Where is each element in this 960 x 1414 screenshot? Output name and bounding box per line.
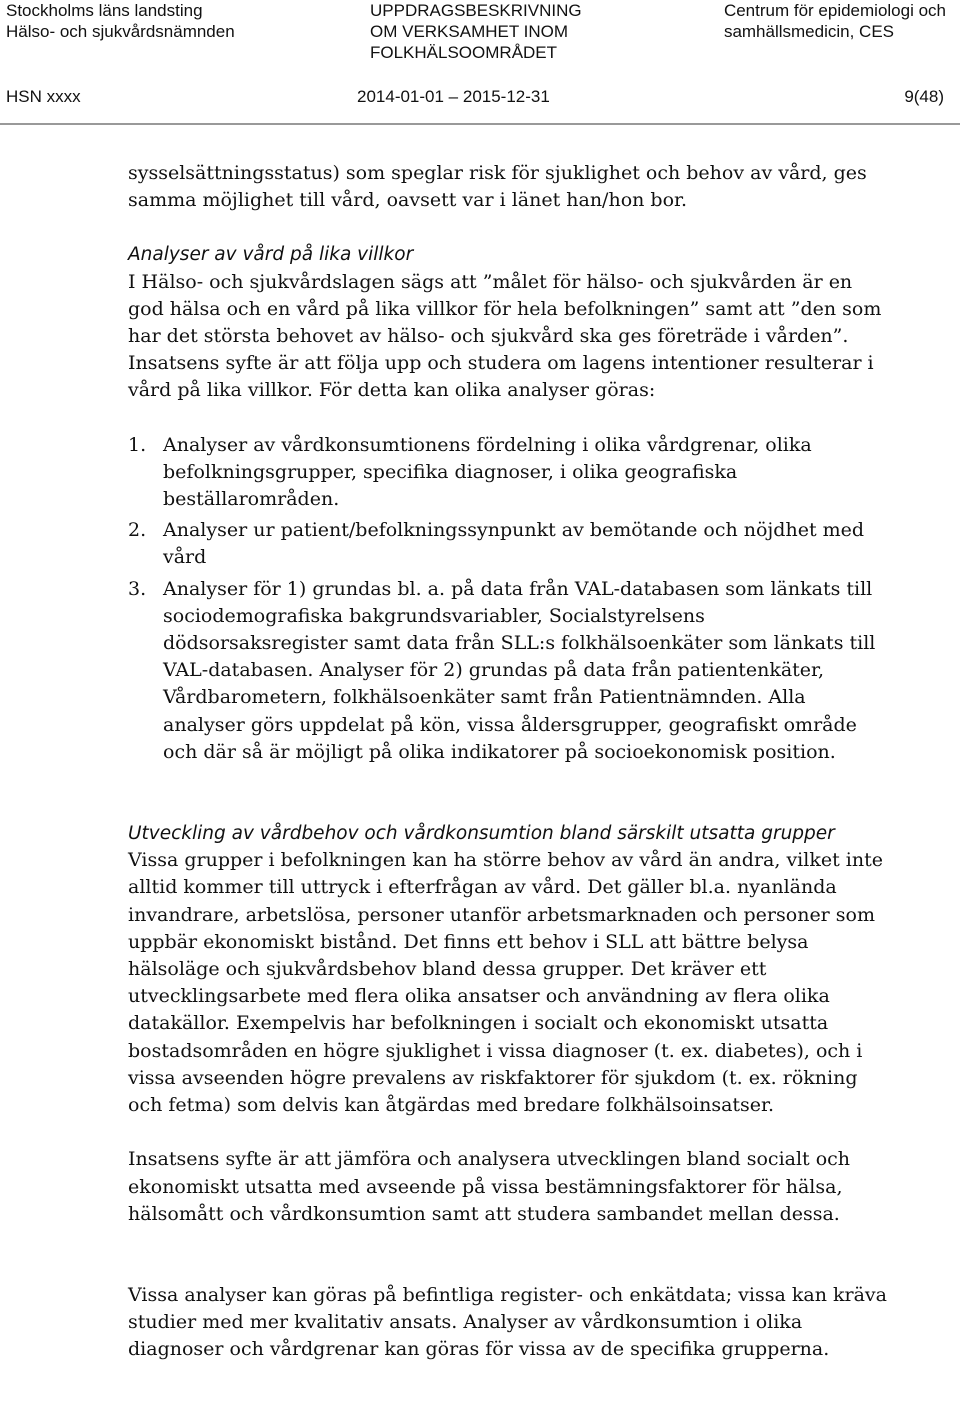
- document-period: 2014-01-01 – 2015-12-31: [357, 87, 550, 106]
- header-doc-type: UPPDRAGSBESKRIVNING: [370, 1, 582, 20]
- header-center: [370, 0, 582, 63]
- header-left: [6, 0, 235, 42]
- section-paragraph-methods: Vissa analyser kan göras på befintliga register- och enkätdata; vissa kan kräva studier med mer kvalitativ ansats. Analyser av vårdkonsumtion i olika diagnoser och vårdgrenar kan göras för vissa av de specifika grupperna.: [128, 1283, 887, 1361]
- header-divider: [0, 123, 960, 125]
- section-paragraph-equal-care: I Hälso- och sjukvårdslagen sägs att ”målet för hälso- och sjukvården är en god hälsa och en vård på lika villkor för hela befolkningen” samt att ”den som har det största behovet av hälso- och sjukvård ska ges företräde i vården”. Insatsens syfte är att följa upp och studera om lagens intentioner resulterar i vård på lika villkor. För detta kan olika analyser göras:: [128, 270, 882, 402]
- list-item: [128, 517, 888, 571]
- list-item-number: 3.: [128, 577, 147, 600]
- section-heading-vulnerable-groups: Utveckling av vårdbehov och vårdkonsumtion bland särskilt utsatta grupper: [128, 823, 835, 845]
- section-paragraph-purpose: Insatsens syfte är att jämföra och analysera utvecklingen bland socialt och ekonomiskt utsatta med avseende på vissa bestämningsfaktorer för hälsa, hälsomått och vårdkonsumtion samt att studera sambandet mellan dessa.: [128, 1148, 851, 1225]
- page-number: 9(48): [904, 87, 944, 106]
- header-doc-subtitle-1: OM VERKSAMHET INOM: [370, 22, 569, 41]
- header-committee: Hälso- och sjukvårdsnämnden: [6, 22, 235, 41]
- header-unit-2: samhällsmedicin, CES: [723, 22, 894, 41]
- header-unit-1: Centrum för epidemiologi och: [723, 1, 946, 20]
- intro-continuation: sysselsättningsstatus) som speglar risk för sjuklighet och behov av vård, ges samma möjlighet till vård, oavsett var i länet han/hon bor.: [128, 162, 867, 212]
- analysis-list: [128, 432, 888, 766]
- header-right: [724, 0, 946, 42]
- list-item-number: 1.: [128, 433, 147, 456]
- section-paragraph-vulnerable-groups: Vissa grupper i befolkningen kan ha större behov av vård än andra, vilket inte alltid kommer till uttryck i efterfrågan av vård. Det gäller bl.a. nyanlända invandrare, arbetslösa, personer utanför arbetsmarknaden och personer som uppbär ekonomiskt bistånd. Det finns ett behov i SLL att bättre belysa hälsoläge och sjukvårdsbehov bland dessa grupper. Det kräver ett utvecklingsarbete med flera olika ansatser och användning av flera olika datakällor. Exempelvis har befolkningen i socialt och ekonomiskt utsatta bostadsområden en högre sjuklighet i vissa diagnoser (t. ex. diabetes), och i vissa avseenden högre prevalens av riskfaktorer för sjukdom (t. ex. rökning och fetma) som delvis kan åtgärdas med bredare folkhälsoinsatser.: [128, 849, 883, 1117]
- list-item-number: 2.: [128, 519, 147, 542]
- document-body: [128, 160, 888, 1364]
- header-doc-subtitle-2: FOLKHÄLSOOMRÅDET: [370, 43, 558, 62]
- list-item-text: Analyser för 1) grundas bl. a. på data från VAL-databasen som länkats till sociodemografiska bakgrundsvariabler, Socialstyrelsens dödsorsaksregister samt data från SLL:s folkhälsoenkäter som länkats till VAL-databasen. Analyser för 2) grundas på data från patientenkäter, Vårdbarometern, folkhälsoenkäter samt från Patientnämnden. Alla analyser görs uppdelat på kön, vissa åldersgrupper, geografiskt område och där så är möjligt på olika indikatorer på socioekonomisk position.: [163, 577, 876, 763]
- list-item-text: Analyser av vårdkonsumtionens fördelning i olika vårdgrenar, olika befolkningsgrupper, specifika diagnoser, i olika geografiska beställarområden.: [163, 433, 812, 511]
- section-heading-equal-care: Analyser av vård på lika villkor: [128, 244, 414, 266]
- list-item-text: Analyser ur patient/befolkningssynpunkt av bemötande och nöjdhet med vård: [163, 519, 865, 569]
- list-item: [128, 576, 888, 766]
- header-org: Stockholms läns landsting: [6, 1, 203, 20]
- list-item: [128, 432, 888, 514]
- document-id: HSN xxxx: [6, 87, 81, 106]
